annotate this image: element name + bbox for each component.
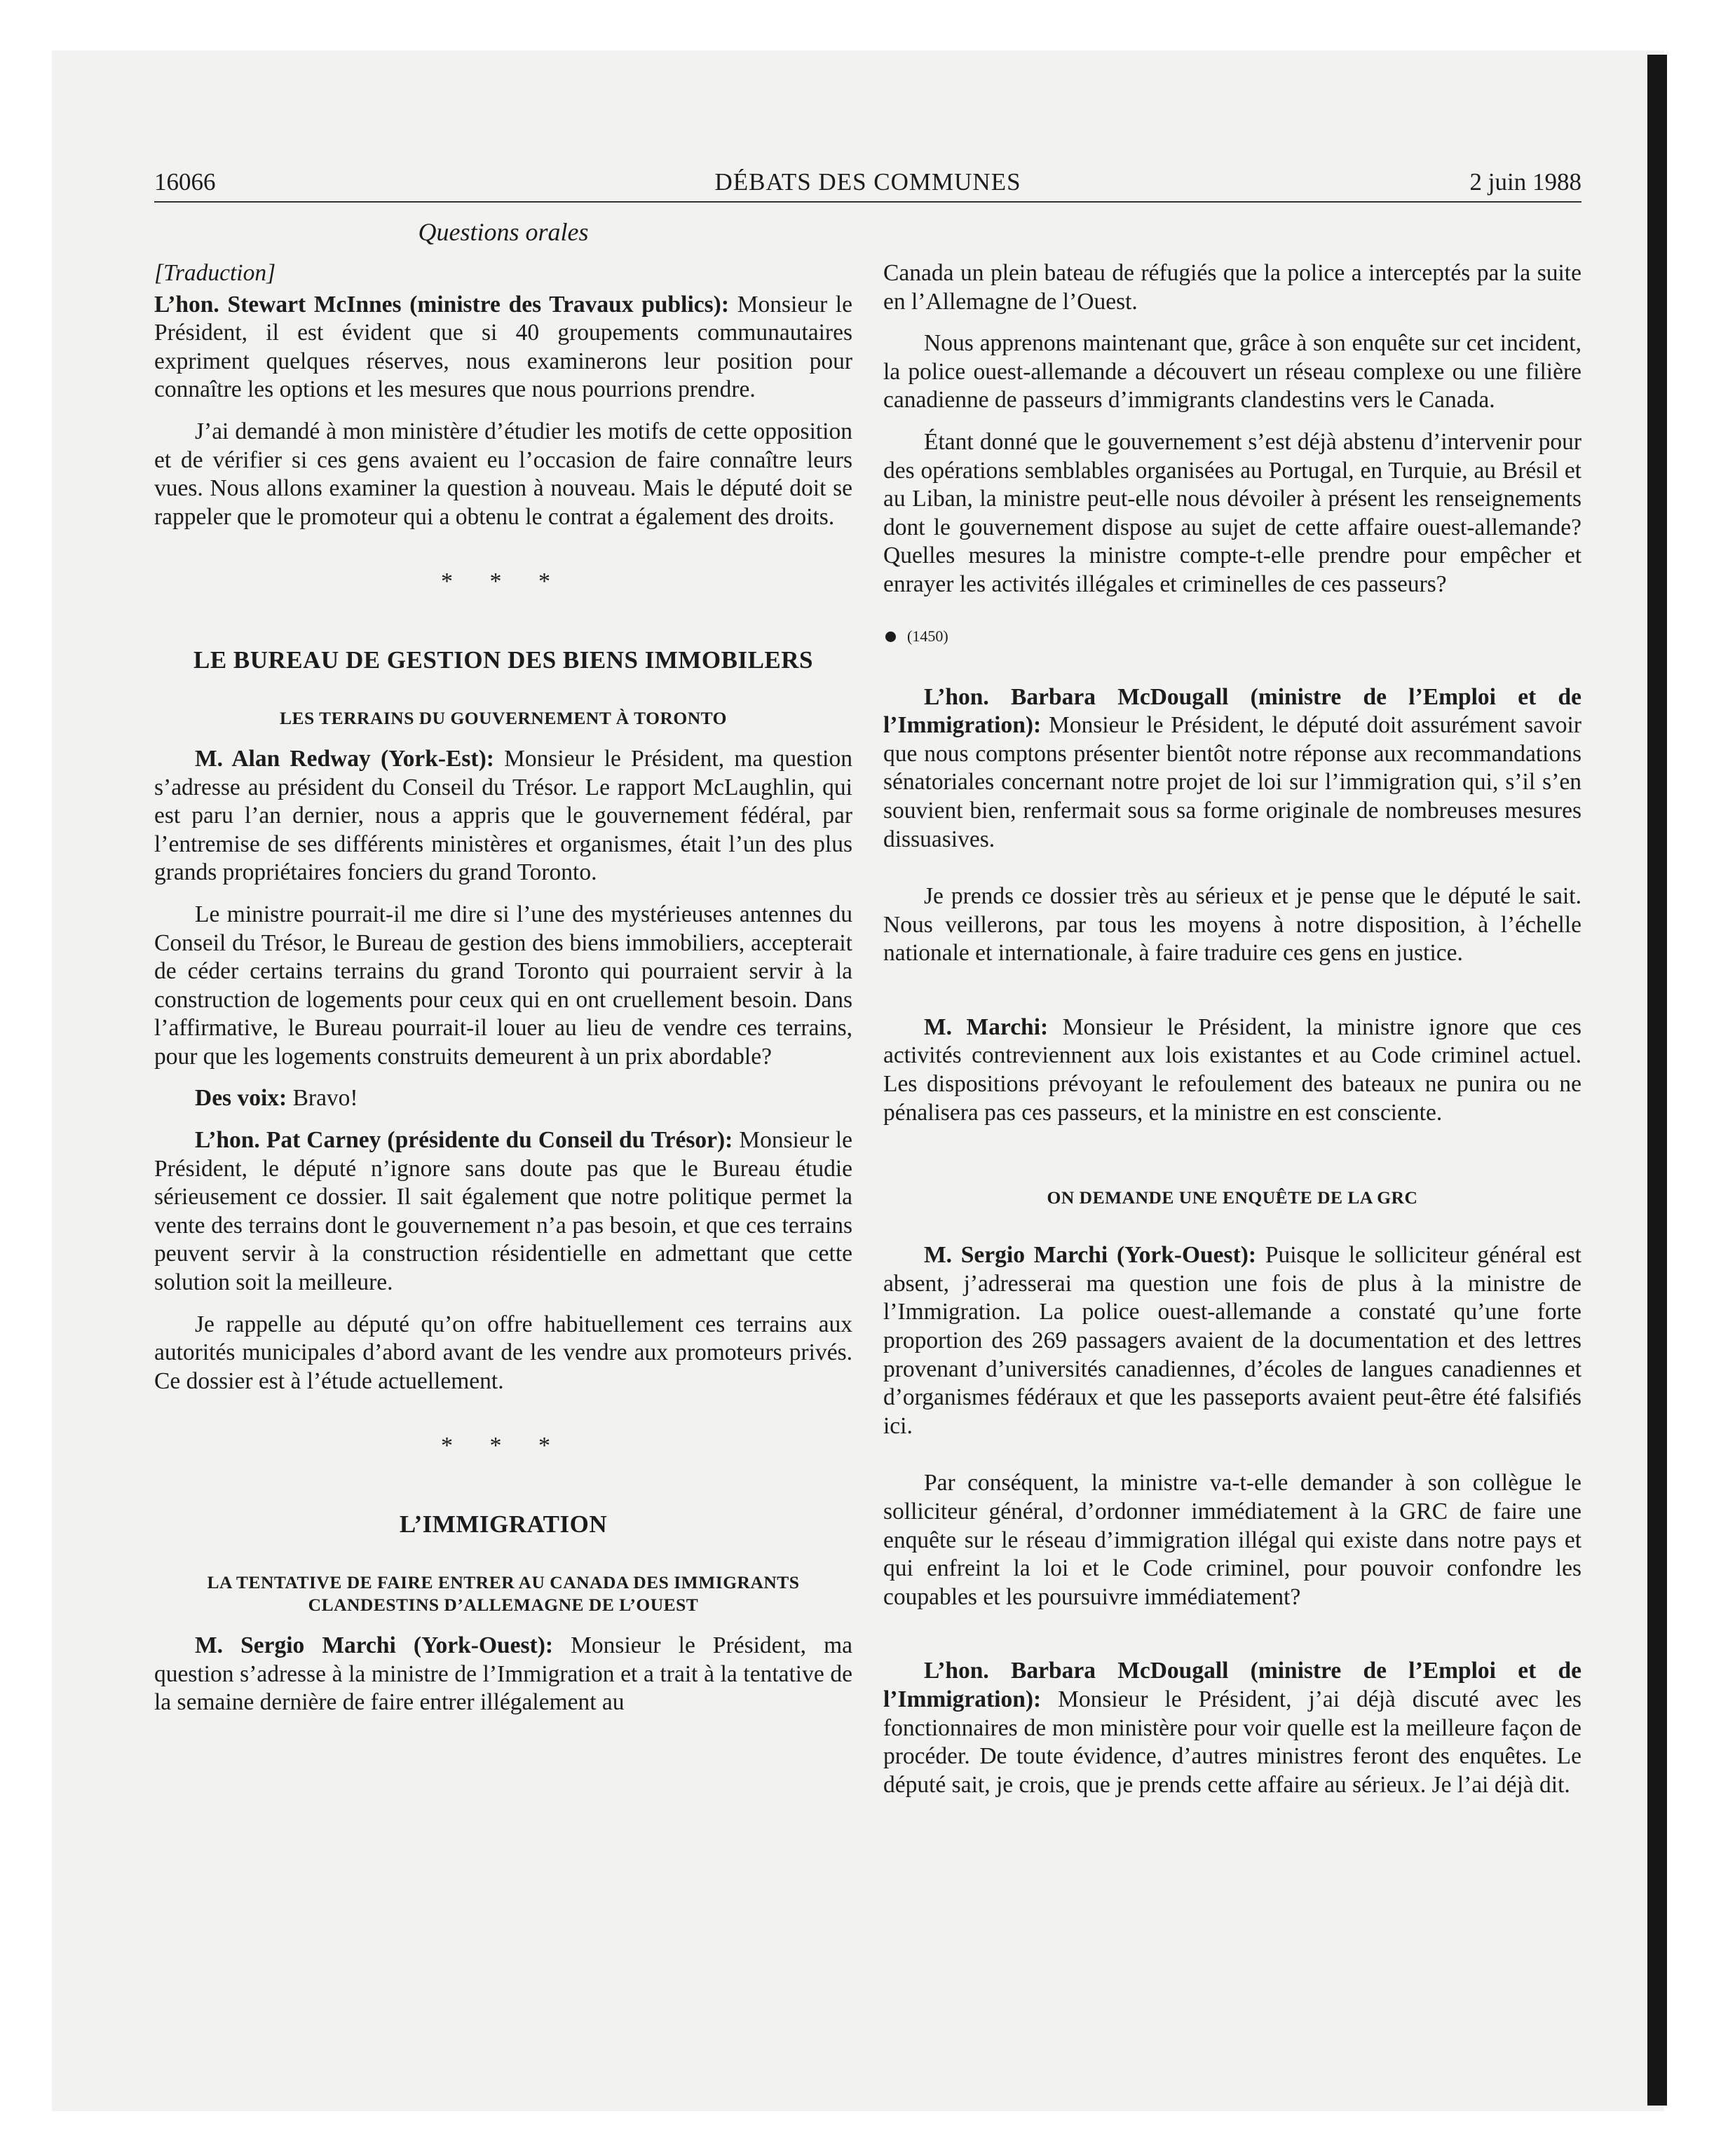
paragraph: Le ministre pourrait-il me dire si l’une des mystérieuses antennes du Conseil du Trésor, le Bureau de gestion des biens immobiliers, accepterait de céder certains terrains du grand Toronto qui pourraient servir à la construction de logements pour ceux qui en ont cruellement besoin. Dans l’affirmative, le Bureau pourrait-il louer au lieu de vendre ces terrains, pour que les logements construits demeurent à un prix abordable? [154, 901, 852, 1070]
header-rule [154, 201, 1581, 203]
scan-edge-shadow [1647, 55, 1667, 2106]
time-marker [883, 623, 1581, 651]
speaker-name: M. Sergio Marchi (York-Ouest): [924, 1242, 1257, 1269]
paragraph: Nous apprenons maintenant que, grâce à son enquête sur cet incident, la police ouest-allemande a découvert un réseau complexe ou une filière canadienne de passeurs d’immigrants clandestins vers le Canada. [883, 330, 1581, 414]
paragraph [883, 1657, 1581, 1799]
page-number: 16066 [154, 168, 216, 196]
speaker-name: L’hon. Barbara McDougall (ministre de l’Emploi et de l’Immigration): [883, 1658, 1581, 1712]
section-separator: * * * [441, 568, 566, 595]
header-date: 2 juin 1988 [1469, 168, 1581, 196]
paragraph [154, 1084, 852, 1113]
paragraph [883, 1014, 1581, 1127]
speech-text: Bravo! [287, 1085, 358, 1112]
paragraph [883, 1241, 1581, 1440]
subsection-title: LES TERRAINS DU GOUVERNEMENT À TORONTO [280, 707, 727, 728]
paragraph: Canada un plein bateau de réfugiés que la police a interceptés par la suite en l’Allemagne de l’Ouest. [883, 260, 1581, 315]
paragraph: Étant donné que le gouvernement s’est déjà abstenu d’intervenir pour des opérations semblables organisées au Portugal, en Turquie, au Brésil et au Liban, la ministre peut-elle nous dévoiler à présent les renseignements dont le gouvernement dispose au sujet de cette affaire ouest-allemande? Quelles mesures la ministre compte-t-elle prendre pour empêcher et enrayer les activités illégales et criminelles de ces passeurs? [883, 428, 1581, 597]
speech-text: Monsieur le Président, ma question s’adresse à la ministre de l’Immigration et a trait à la tentative de la semaine dernière de faire entrer illégalement au [154, 1632, 853, 1716]
speaker-name: L’hon. Barbara McDougall (ministre de l’Emploi et de l’Immigration): [883, 683, 1581, 739]
paragraph: Par conséquent, la ministre va-t-elle demander à son collègue le solliciteur général, d’ordonner immédiatement à la GRC de faire une enquête sur le réseau d’immigration illégal qui existe dans notre pays et qui enfreint la loi et le Code criminel, pour pouvoir confondre les coupables et les poursuivre immédiatement? [883, 1470, 1581, 1610]
speaker-name: L’hon. Pat Carney (présidente du Conseil du Trésor): [195, 1127, 733, 1154]
speech-text: Monsieur le Président, la ministre ignore que ces activités contreviennent aux lois existantes et au Code criminel actuel. Les dispositions prévoyant le refoulement des bateaux ne punira ou ne pénalisera pas ces passeurs, et la ministre en est consciente. [883, 1014, 1581, 1126]
publication-title: DÉBATS DES COMMUNES [714, 168, 1021, 196]
speaker-name: M. Alan Redway (York-Est): [195, 745, 494, 772]
speech-text: Monsieur le Président, le député n’ignore sans doute pas que le Bureau étudie sérieusement ce dossier. Il sait également que notre politique permet la vente des terrains dont le gouvernement n’a pas besoin, et que ces terrains peuvent servir à la construction résidentielle en admettant que cette solution soit la meilleure. [154, 1127, 852, 1296]
paragraph: Je rappelle au député qu’on offre habituellement ces terrains aux autorités municipales d’abord avant de les vendre aux promoteurs privés. Ce dossier est à l’étude actuellement. [154, 1311, 852, 1394]
paragraph [154, 745, 852, 887]
subsection-title: ON DEMANDE UNE ENQUÊTE DE LA GRC [1047, 1187, 1418, 1208]
paragraph: Je prends ce dossier très au sérieux et je pense que le député le sait. Nous veillerons, par tous les moyens à notre disposition, à l’échelle nationale et internationale, à faire traduire ces gens en justice. [883, 883, 1581, 967]
speech-text: Monsieur le Président, j’ai déjà discuté avec les fonctionnaires de mon ministère pour voir quelle est la meilleure façon de procéder. De toute évidence, d’autres ministres feront des enquêtes. Le député sait, je crois, que je prends cette affaire au sérieux. Je l’ai déjà dit. [883, 1686, 1581, 1798]
paragraph: J’ai demandé à mon ministère d’étudier les motifs de cette opposition et de vérifier si ces gens avaient eu l’occasion de faire connaître leurs vues. Nous allons examiner la question à nouveau. Mais le député doit se rappeler que le promoteur qui a obtenu le contrat a également des droits. [154, 418, 852, 530]
section-title: LE BUREAU DE GESTION DES BIENS IMMOBILERS [193, 646, 814, 674]
right-column [883, 259, 1581, 1813]
translation-note: [Traduction] [154, 260, 276, 286]
section-title: L’IMMIGRATION [399, 1510, 608, 1538]
paragraph [154, 291, 852, 404]
speaker-name: M. Sergio Marchi (York-Ouest): [195, 1632, 554, 1658]
running-header [154, 165, 1581, 199]
speech-text: Monsieur le Président, ma question s’adresse au président du Conseil du Trésor. Le rapport McLaughlin, qui est paru l’an dernier, nous a appris que le gouvernement fédéral, par l’entremise de ses différents ministères et organismes, était l’un des plus grands propriétaires fonciers du grand Toronto. [154, 745, 852, 886]
subsection-title: LA TENTATIVE DE FAIRE ENTRER AU CANADA DES IMMIGRANTS CLANDESTINS D’ALLEMAGNE DE L’OUEST [207, 1572, 800, 1615]
speaker-name: M. Marchi: [924, 1014, 1049, 1040]
section-separator: * * * [441, 1433, 566, 1459]
left-column [154, 259, 852, 1731]
speaker-name: L’hon. Stewart McInnes (ministre des Travaux publics): [154, 291, 729, 318]
section-label: Questions orales [418, 218, 589, 246]
speaker-name: Des voix: [195, 1085, 287, 1112]
time-marker-text: (1450) [907, 627, 948, 646]
speech-text: Monsieur le Président, il est évident que si 40 groupements communautaires expriment quelques réserves, nous examinerons leur position pour connaître les options et les mesures que nous pourrions prendre. [154, 291, 852, 403]
speech-text: Monsieur le Président, le député doit assurément savoir que nous comptons présenter bientôt notre réponse aux recommandations sénatoriales concernant notre projet de loi sur l’immigration qui, s’il s’en souvient bien, renfermait sous sa forme originale de nombreuses mesures dissuasives. [883, 712, 1581, 852]
bullet-icon [885, 632, 896, 642]
paragraph [883, 683, 1581, 854]
speech-text: Puisque le solliciteur général est absent, j’adresserai ma question une fois de plus à la ministre de l’Immigration. La police ouest-allemande a constaté qu’une forte proportion des 269 passagers avaient de la documentation et des lettres provenant d’universités canadiennes, d’écoles de langues canadiennes et d’organismes fédéraux et que les passeports avaient peut-être été falsifiés ici. [883, 1242, 1581, 1439]
paragraph [154, 1632, 852, 1717]
paragraph [154, 1126, 852, 1297]
